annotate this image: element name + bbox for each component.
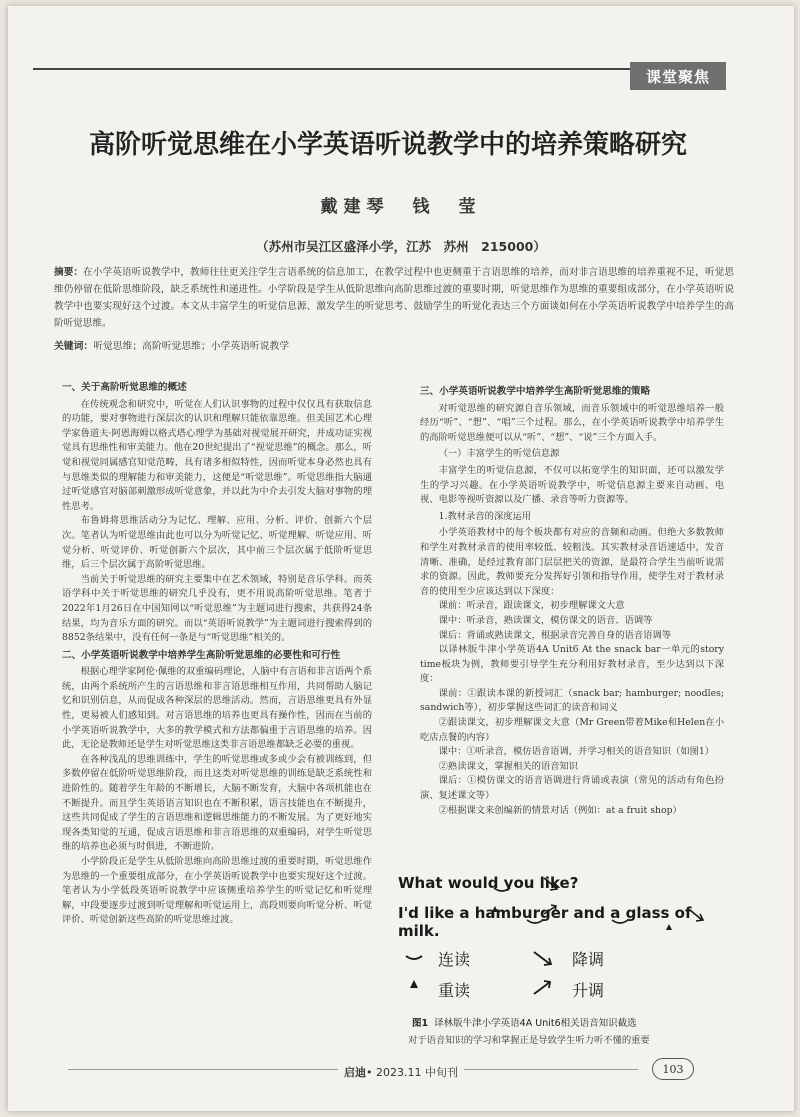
section-tag: 课堂聚焦 xyxy=(630,62,726,90)
journal-name: 启迪 xyxy=(344,1066,366,1079)
paragraph: 丰富学生的听觉信息源，不仅可以拓宽学生的知识面，还可以激发学生的学习兴趣。在小学英语听说教学中，听觉信息源主要来自动画、电视、电影等视听资源以及广播、录音等听力资源等。 xyxy=(420,464,724,506)
paragraph: 布鲁姆将思维活动分为记忆、理解、应用、分析、评价、创新六个层次。笔者认为听觉思维由此也可以分为听觉记忆、听觉理解、听觉应用、听觉分析、听觉评价、听觉创新六个层次，其中前三个层次属于低阶听觉思维，后三个层次属于高阶听觉思维。 xyxy=(62,515,372,571)
list-item: 课后：背诵或熟读课文，根据录音完善自身的语音语调等 xyxy=(438,629,672,641)
figure-caption-label: 图1 xyxy=(412,1018,429,1029)
keywords-label: 关键词： xyxy=(54,341,94,352)
paragraph: 对听觉思维的研究源自音乐领域，而音乐领域中的听觉思维培养一般经历“听”、“想”、“唱”三个过程。那么，在小学英语听说教学中培养学生的高阶听觉思维便可以从“听”、“想”、“说”三个方面入手。 xyxy=(420,402,724,443)
list-item: 课前：听录音，跟读课文，初步理解课文大意 xyxy=(438,600,625,612)
paragraph: 小学英语教材中的每个板块都有对应的音频和动画。但绝大多数教师和学生对教材录音的使用率较低、较粗浅。其实教材录音语速适中，发音清晰、准确，是经过教育部门层层把关的资源，是最符合学生当前听说需求的资源。因此，教师要充分发挥好引领和指导作用，使学生对于教材录音的使用至少应该达到以下深度： xyxy=(420,527,724,597)
paragraph: 在各种浅乱的思维训练中，学生的听觉思维或多或少会有被训练到，但多数停留在低阶听觉思维阶段，而且这类对听觉思维的训练是缺乏系统性和进阶性的。随着学生年龄的不断增长，大脑不断发育，大脑中各项机能也在不断提升。而且学生英语语言知识也在不断积累，语言技能也在不断提升，这些共同促成了学生的言语思维和逻辑思维能力的不断发展。为了更好地实现各类知觉的互通，促成言语思维和非言语思维的双重编码，对学生听觉思维的培养也必须与时俱进，不断进阶。 xyxy=(62,753,372,853)
figure-intonation xyxy=(394,874,724,1014)
article-title: 高阶听觉思维在小学英语听说教学中的培养策略研究 xyxy=(88,130,687,160)
legend-stress-label: 重读 xyxy=(438,981,471,1000)
list-item: 课后：①模仿课文的语音语调进行背诵或表演（常见的活动有角色扮演、复述课文等） xyxy=(420,775,724,802)
section-heading-1: 一、关于高阶听觉思维的概述 xyxy=(62,382,187,393)
figure-sentence-2: I'd like a hamburger and a glass of milk. xyxy=(398,904,692,940)
list-item: 课前：①跟读本课的新授词汇（snack bar; hamburger; noodles; sandwich等），初步掌握这些词汇的读音和词义 xyxy=(420,687,724,714)
journal-page xyxy=(8,6,794,1111)
list-item: ②根据课文来创编新的情景对话（例如：at a fruit shop） xyxy=(438,804,682,816)
legend-liaison-icon xyxy=(406,956,422,959)
paragraph: 当前关于听觉思维的研究主要集中在艺术领域，特别是音乐学科。而英语学科中关于听觉思维的研究几乎没有，更不用说高阶听觉思维。笔者于2022年1月26日在中国知网以“听觉思维”为主题词进行搜索，共获得24条结果，均为音乐方面的研究。而以“英语听说教学”为主题词进行搜索得到的8852条结果中，没有任何一条是与“听觉思维”相关的。 xyxy=(62,573,372,644)
paragraph: 小学阶段正是学生从低阶思维向高阶思维过渡的重要时期，听觉思维作为思维的一个重要组成部分，在小学英语听说教学中也要实现好这个过渡。笔者认为小学低段英语听说教学中应该侧重培养学生的听觉记忆和听觉理解，中段要逐步过渡到听觉理解和听觉运用上，高段则要向听觉分析、听觉评价、听觉创新这些高阶的听觉思维过渡。 xyxy=(62,856,372,926)
section-heading-2: 二、小学英语听说教学中培养学生高阶听觉思维的必要性和可行性 xyxy=(62,649,341,661)
figure-caption-text: 译林版牛津小学英语4A Unit6相关语音知识截选 xyxy=(434,1018,637,1029)
legend-rise-label: 升调 xyxy=(572,981,605,1000)
keywords xyxy=(54,338,734,352)
section-heading-3: 三、小学英语听说教学中培养学生高阶听觉思维的策略 xyxy=(420,386,651,397)
paragraph: 对于语音知识的学习和掌握正是导致学生听力听不懂的重要 xyxy=(408,1035,650,1046)
paragraph: 以译林版牛津小学英语4A Unit6 At the snack bar一单元的story time板块为例，教师要引导学生充分利用好教材录音，至少达到以下深度： xyxy=(420,644,724,685)
legend-stress-icon xyxy=(410,980,418,988)
page-number: 103 xyxy=(652,1058,694,1080)
legend-rise-icon xyxy=(534,982,550,994)
list-item: 课中：听录音，熟读课文，模仿课文的语音、语调等 xyxy=(438,614,653,626)
abstract-label: 摘要： xyxy=(54,267,84,278)
journal-issue: • 2023.11 中旬刊 xyxy=(366,1066,458,1079)
article-authors: 戴建琴 钱 莹 xyxy=(320,197,482,217)
list-item: 课中：①听录音，模仿语音语调，并学习相关的语音知识（如图1） xyxy=(438,746,715,758)
subsection-heading: （一）丰富学生的听觉信息源 xyxy=(438,448,560,460)
paragraph: 在传统观念和研究中，听觉在人们认识事物的过程中仅仅具有获取信息的功能，要对事物进行深层次的认识和理解只能依靠思维。但美国艺术心理学家鲁道夫·阿恩海姆以格式塔心理学为基础对视觉展开研究，并成功证实视觉具有思维性和审美能力。他在20世纪提出了“视觉思维”的概念。那么，听觉和视觉同属感官知觉范畴，具有诸多相似特性，因而听觉本身必然也具有与思维类似的理解能力和审美能力，这便是“听觉思维”。听觉思维指大脑通过听觉感官对脑部刺激形成听觉意象，并以此为中介去引发大脑对事物的理性思考。 xyxy=(62,398,372,512)
figure-sentence-1: What would you like? xyxy=(398,874,579,892)
abstract xyxy=(54,264,734,332)
legend-liaison-label: 连读 xyxy=(438,950,471,969)
legend-fall-label: 降调 xyxy=(572,950,605,969)
abstract-text: 在小学英语听说教学中，教师往往更关注学生言语系统的信息加工，在教学过程中也更侧重于言语思维的培养，而对非言语思维的培养重视不足，听觉思维仍停留在低阶思维阶段，缺乏系统性和递进性。小学阶段是学生从低阶思维向高阶思维过渡的重要时期，听觉思维作为思维的重要组成部分，在小学英语听说教学中也要实现好这个过渡。本文从丰富学生的听觉信息源、激发学生的听觉思考、鼓励学生的听觉化表达三个方面谈如何在小学英语听说教学中培养学生的高阶听觉思维。 xyxy=(54,267,735,329)
list-item: ②跟读课文，初步理解课文大意（Mr Green带着Mike和Helen在小吃店点餐的内容） xyxy=(420,717,724,743)
liaison-mark-icon xyxy=(494,888,510,891)
right-column xyxy=(420,382,724,818)
figure-caption xyxy=(412,1015,742,1029)
header-rule xyxy=(33,68,648,70)
subsection-heading: 1.教材录音的深度运用 xyxy=(438,510,532,522)
legend-fall-icon xyxy=(534,952,550,964)
left-column xyxy=(62,378,372,928)
list-item: ②熟读课文，掌握相关的语音知识 xyxy=(438,760,579,772)
author-affiliation: （苏州市吴江区盛泽小学，江苏 苏州 215000） xyxy=(256,239,546,254)
paragraph: 根据心理学家阿伦·佩维的双重编码理论，人脑中有言语和非言语两个系统，由两个系统所产生的言语思维和非言语思维相互作用，共同帮助人脑记忆和识别信息，从而促成各种深层的思维活动。然而，言语思维更具有外显性，更易被人们感知到。对言语思维的培养也更具有操作性，因而在当前的小学英语听说教学中，大多的教学模式和方法都偏重于言语思维的培养。因此，无论是教师还是学生对听觉思维这类非言语思维都缺乏必要的重视。 xyxy=(62,666,372,751)
keywords-text: 听觉思维；高阶听觉思维；小学英语听说教学 xyxy=(93,341,290,352)
